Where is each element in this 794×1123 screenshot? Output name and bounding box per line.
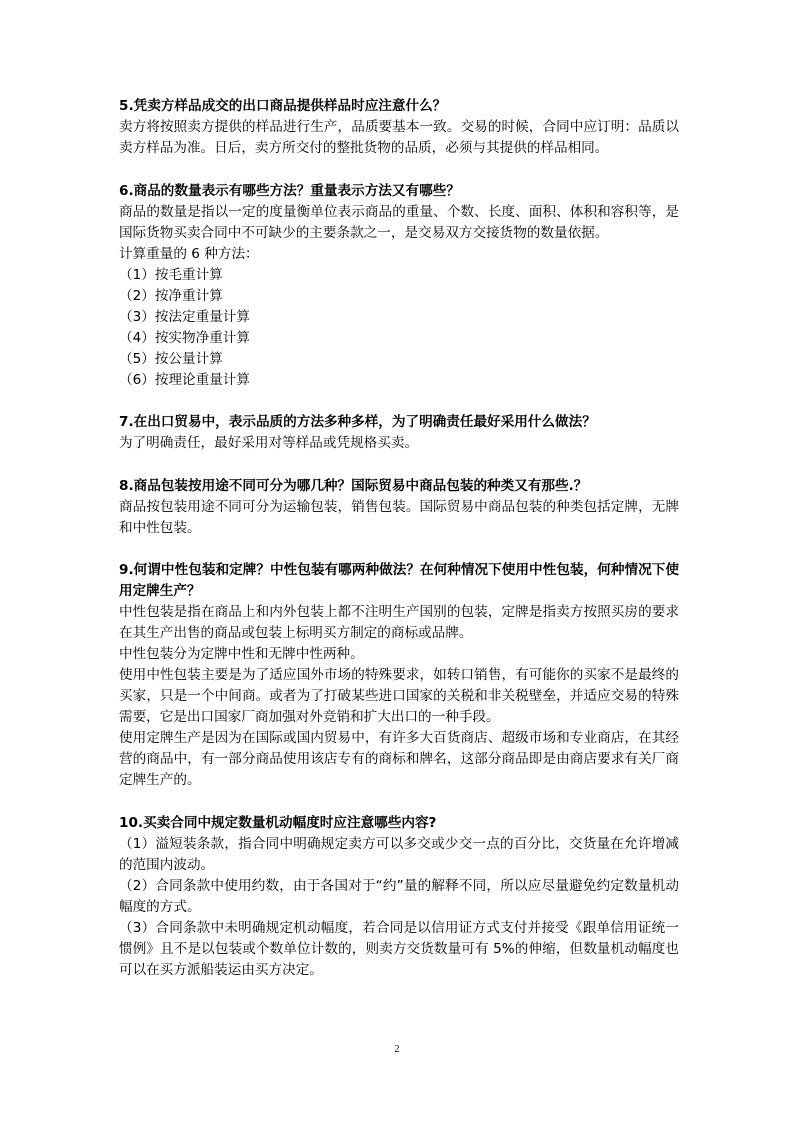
- qa-section-5: [119, 96, 679, 159]
- answer-paragraph: （1）溢短装条款，指合同中明确规定卖方可以多交或少交一点的百分比，交货量在允许增减的范围内波动。: [119, 835, 679, 873]
- question-heading: 6.商品的数量表示有哪些方法？重量表示方法又有哪些？: [119, 182, 460, 199]
- list-item: （1）按毛重计算: [119, 266, 223, 283]
- qa-section-10: [119, 813, 679, 981]
- qa-section-7: [119, 412, 679, 454]
- question-heading: 10.买卖合同中规定数量机动幅度时应注意哪些内容?: [119, 814, 437, 831]
- list-item: （2）按净重计算: [119, 287, 223, 304]
- answer-paragraph: 商品按包装用途不同可分为运输包装，销售包装。国际贸易中商品包装的种类包括定牌，无牌和中性包装。: [119, 498, 679, 536]
- answer-paragraph: （2）合同条款中使用约数，由于各国对于“约”量的解释不同，所以应尽量避免约定数量机动幅度的方式。: [119, 877, 679, 915]
- answer-paragraph: 商品的数量是指以一定的度量衡单位表示商品的重量、个数、长度、面积、体积和容积等，是国际货物买卖合同中不可缺少的主要条款之一，是交易双方交接货物的数量依据。: [119, 203, 679, 241]
- question-heading: 7.在出口贸易中，表示品质的方法多种多样，为了明确责任最好采用什么做法？: [119, 414, 596, 430]
- answer-paragraph: 为了明确责任，最好采用对等样品或凭规格买卖。: [119, 435, 419, 451]
- list-item: （6）按理论重量计算: [119, 371, 250, 388]
- qa-section-8: [119, 476, 679, 539]
- answer-paragraph: 使用定牌生产是因为在国际或国内贸易中，有许多大百货商店、超级市场和专业商店，在其经营的商品中，有一部分商品使用该店专有的商标和牌名，这部分商品即是由商店要求有关厂商定牌生产的。: [119, 730, 679, 788]
- list-item: （5）按公量计算: [119, 350, 223, 367]
- list-item: （4）按实物净重计算: [119, 329, 250, 346]
- list-item: （3）按法定重量计算: [119, 308, 250, 325]
- question-heading: 5.凭卖方样品成交的出口商品提供样品时应注意什么？: [119, 98, 447, 114]
- answer-paragraph: 卖方将按照卖方提供的样品进行生产，品质要基本一致。交易的时候，合同中应订明：品质以卖方样品为准。日后，卖方所交付的整批货物的品质，必须与其提供的样品相同。: [119, 119, 679, 156]
- question-heading: 9.何谓中性包装和定牌？中性包装有哪两种做法？在何种情况下使用中性包装，何种情况下使用定牌生产？: [119, 562, 679, 599]
- document-body: [119, 96, 679, 1002]
- qa-section-6: [119, 181, 679, 391]
- answer-paragraph: 中性包装是指在商品上和内外包装上都不注明生产国别的包装，定牌是指卖方按照买房的要求在其生产出售的商品或包装上标明买方制定的商标或品牌。: [119, 604, 679, 641]
- question-heading: 8.商品包装按用途不同可分为哪几种？国际贸易中商品包装的种类又有那些.？: [119, 477, 588, 494]
- answer-paragraph: （3）合同条款中未明确规定机动幅度，若合同是以信用证方式支付并接受《跟单信用证统一惯例》且不是以包装或个数单位计数的，则卖方交货数量可有 5%的伸缩，但数量机动幅度也可以在买方派船装运由买方决定。: [119, 919, 679, 978]
- answer-paragraph: 中性包装分为定牌中性和无牌中性两种。: [119, 646, 364, 662]
- answer-paragraph: 使用中性包装主要是为了适应国外市场的特殊要求，如转口销售，有可能你的买家不是最终的买家，只是一个中间商。或者为了打破某些进口国家的关税和非关税壁垒，并适应交易的特殊需要，它是出口国家厂商加强对外竞销和扩大出口的一种手段。: [119, 667, 679, 725]
- qa-section-9: [119, 560, 679, 791]
- page-number: 2: [394, 1044, 400, 1055]
- answer-paragraph: 计算重量的 6 种方法：: [119, 245, 259, 262]
